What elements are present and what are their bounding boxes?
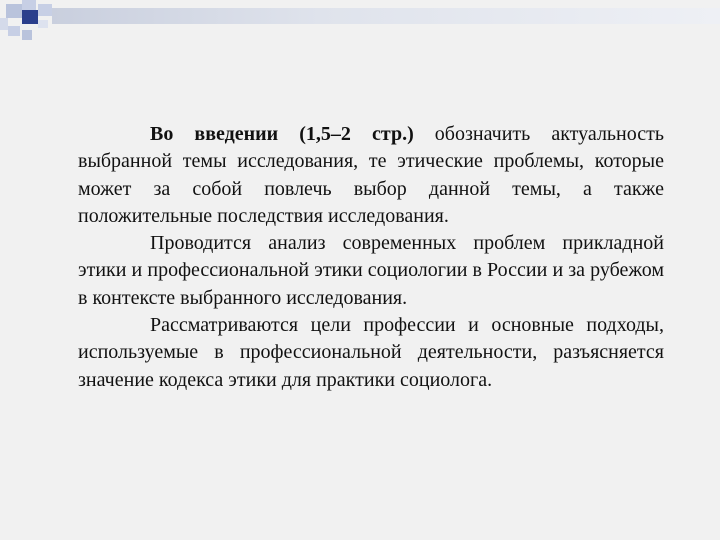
paragraph-goals [78, 312, 664, 394]
decor-square [8, 26, 20, 36]
paragraph-introduction [78, 121, 664, 230]
paragraph-lead: Во введении (1,5–2 стр.) [150, 123, 414, 145]
paragraph-text: Рассматриваются цели профессии и основные подходы, используемые в профессиональной деятельности, разъясняется значение кодекса этики для практики социолога. [78, 314, 664, 391]
header-gradient-bar [52, 8, 720, 24]
decor-square-accent [22, 10, 38, 24]
decor-square [22, 30, 32, 40]
decor-square [22, 0, 36, 10]
paragraph-text: Проводится анализ современных проблем прикладной этики и профессиональной этики социологии в России и за рубежом в контексте выбранного исследования. [78, 232, 664, 309]
decor-square [6, 4, 22, 18]
decor-square [38, 20, 48, 28]
paragraph-analysis [78, 230, 664, 312]
decor-square [0, 18, 8, 30]
decor-square [38, 4, 52, 16]
paragraph-text: обозначить актуальность выбранной темы исследования, те этические проблемы, которые может за собой повлечь выбор данной темы, а также положительные последствия исследования. [78, 123, 664, 227]
slide-body-text [78, 121, 664, 394]
